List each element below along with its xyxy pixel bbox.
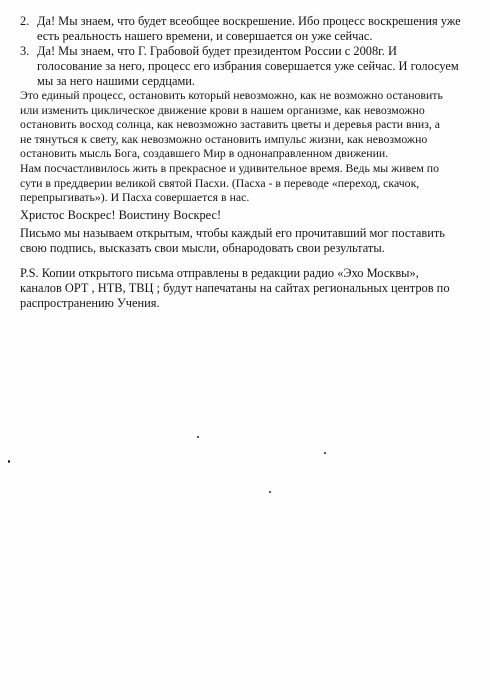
paragraph-line: остановить восход солнца, как невозможно заставить цветы и деревья расти вниз, а	[20, 117, 441, 132]
paragraph-line: каналов ОРТ , НТВ, ТВЦ ; будут напечатаны на сайтах региональных центров по	[20, 281, 450, 295]
paragraph-line: Письмо мы называем открытым, чтобы каждый его прочитавший мог поставить	[20, 226, 445, 240]
paragraph-line: остановить мысль Бога, создавшего Мир в однонаправленном движении.	[20, 146, 389, 161]
paragraph-line: P.S. Копии открытого письма отправлены в редакции радио «Эхо Москвы»,	[20, 266, 419, 280]
list-item-line: Да! Мы знаем, что будет всеобщее воскрешение. Ибо процесс воскрешения уже	[37, 14, 461, 28]
easter-greeting	[20, 208, 480, 223]
list-number: 3.	[20, 44, 30, 58]
greeting-line: Христос Воскрес! Воистину Воскрес!	[20, 208, 222, 222]
list-item-line: Да! Мы знаем, что Г. Грабовой будет президентом России с 2008г. И	[37, 44, 397, 58]
scan-speck	[197, 436, 199, 438]
scan-speck	[8, 460, 10, 463]
main-paragraph	[20, 88, 480, 205]
scan-speck	[269, 491, 271, 493]
scan-speck	[324, 452, 326, 454]
paragraph-line: или изменить циклическое движение крови в нашем организме, как невозможно	[20, 102, 425, 117]
list-item-line: мы за него нашими сердцами.	[37, 74, 196, 88]
paragraph-line: Это единый процесс, остановить который невозможно, как не возможно остановить	[20, 88, 443, 102]
paragraph-line: сути в преддверии великой святой Пасхи. (Пасха - в переводе «переход, скачок,	[20, 175, 420, 190]
list-item-line: есть реальность нашего времени, и совершается он уже сейчас.	[37, 29, 373, 43]
open-letter-paragraph	[20, 226, 480, 256]
list-item-line: голосование за него, процесс его избрания совершается уже сейчас. И голосуем	[37, 59, 459, 73]
paragraph-line: не тянуться к свету, как невозможно остановить импульс жизни, как невозможно	[20, 131, 428, 146]
paragraph-line: распространению Учения.	[20, 296, 160, 310]
paragraph-line: Нам посчастливилось жить в прекрасное и удивительное время. Ведь мы живем по	[20, 160, 439, 175]
list-number: 2.	[20, 14, 30, 28]
paragraph-line: свою подпись, высказать свои мысли, обнародовать свои результаты.	[20, 241, 385, 255]
postscript-paragraph	[20, 266, 480, 311]
paragraph-line: перепрыгивать»). И Пасха совершается в нас.	[20, 190, 250, 205]
